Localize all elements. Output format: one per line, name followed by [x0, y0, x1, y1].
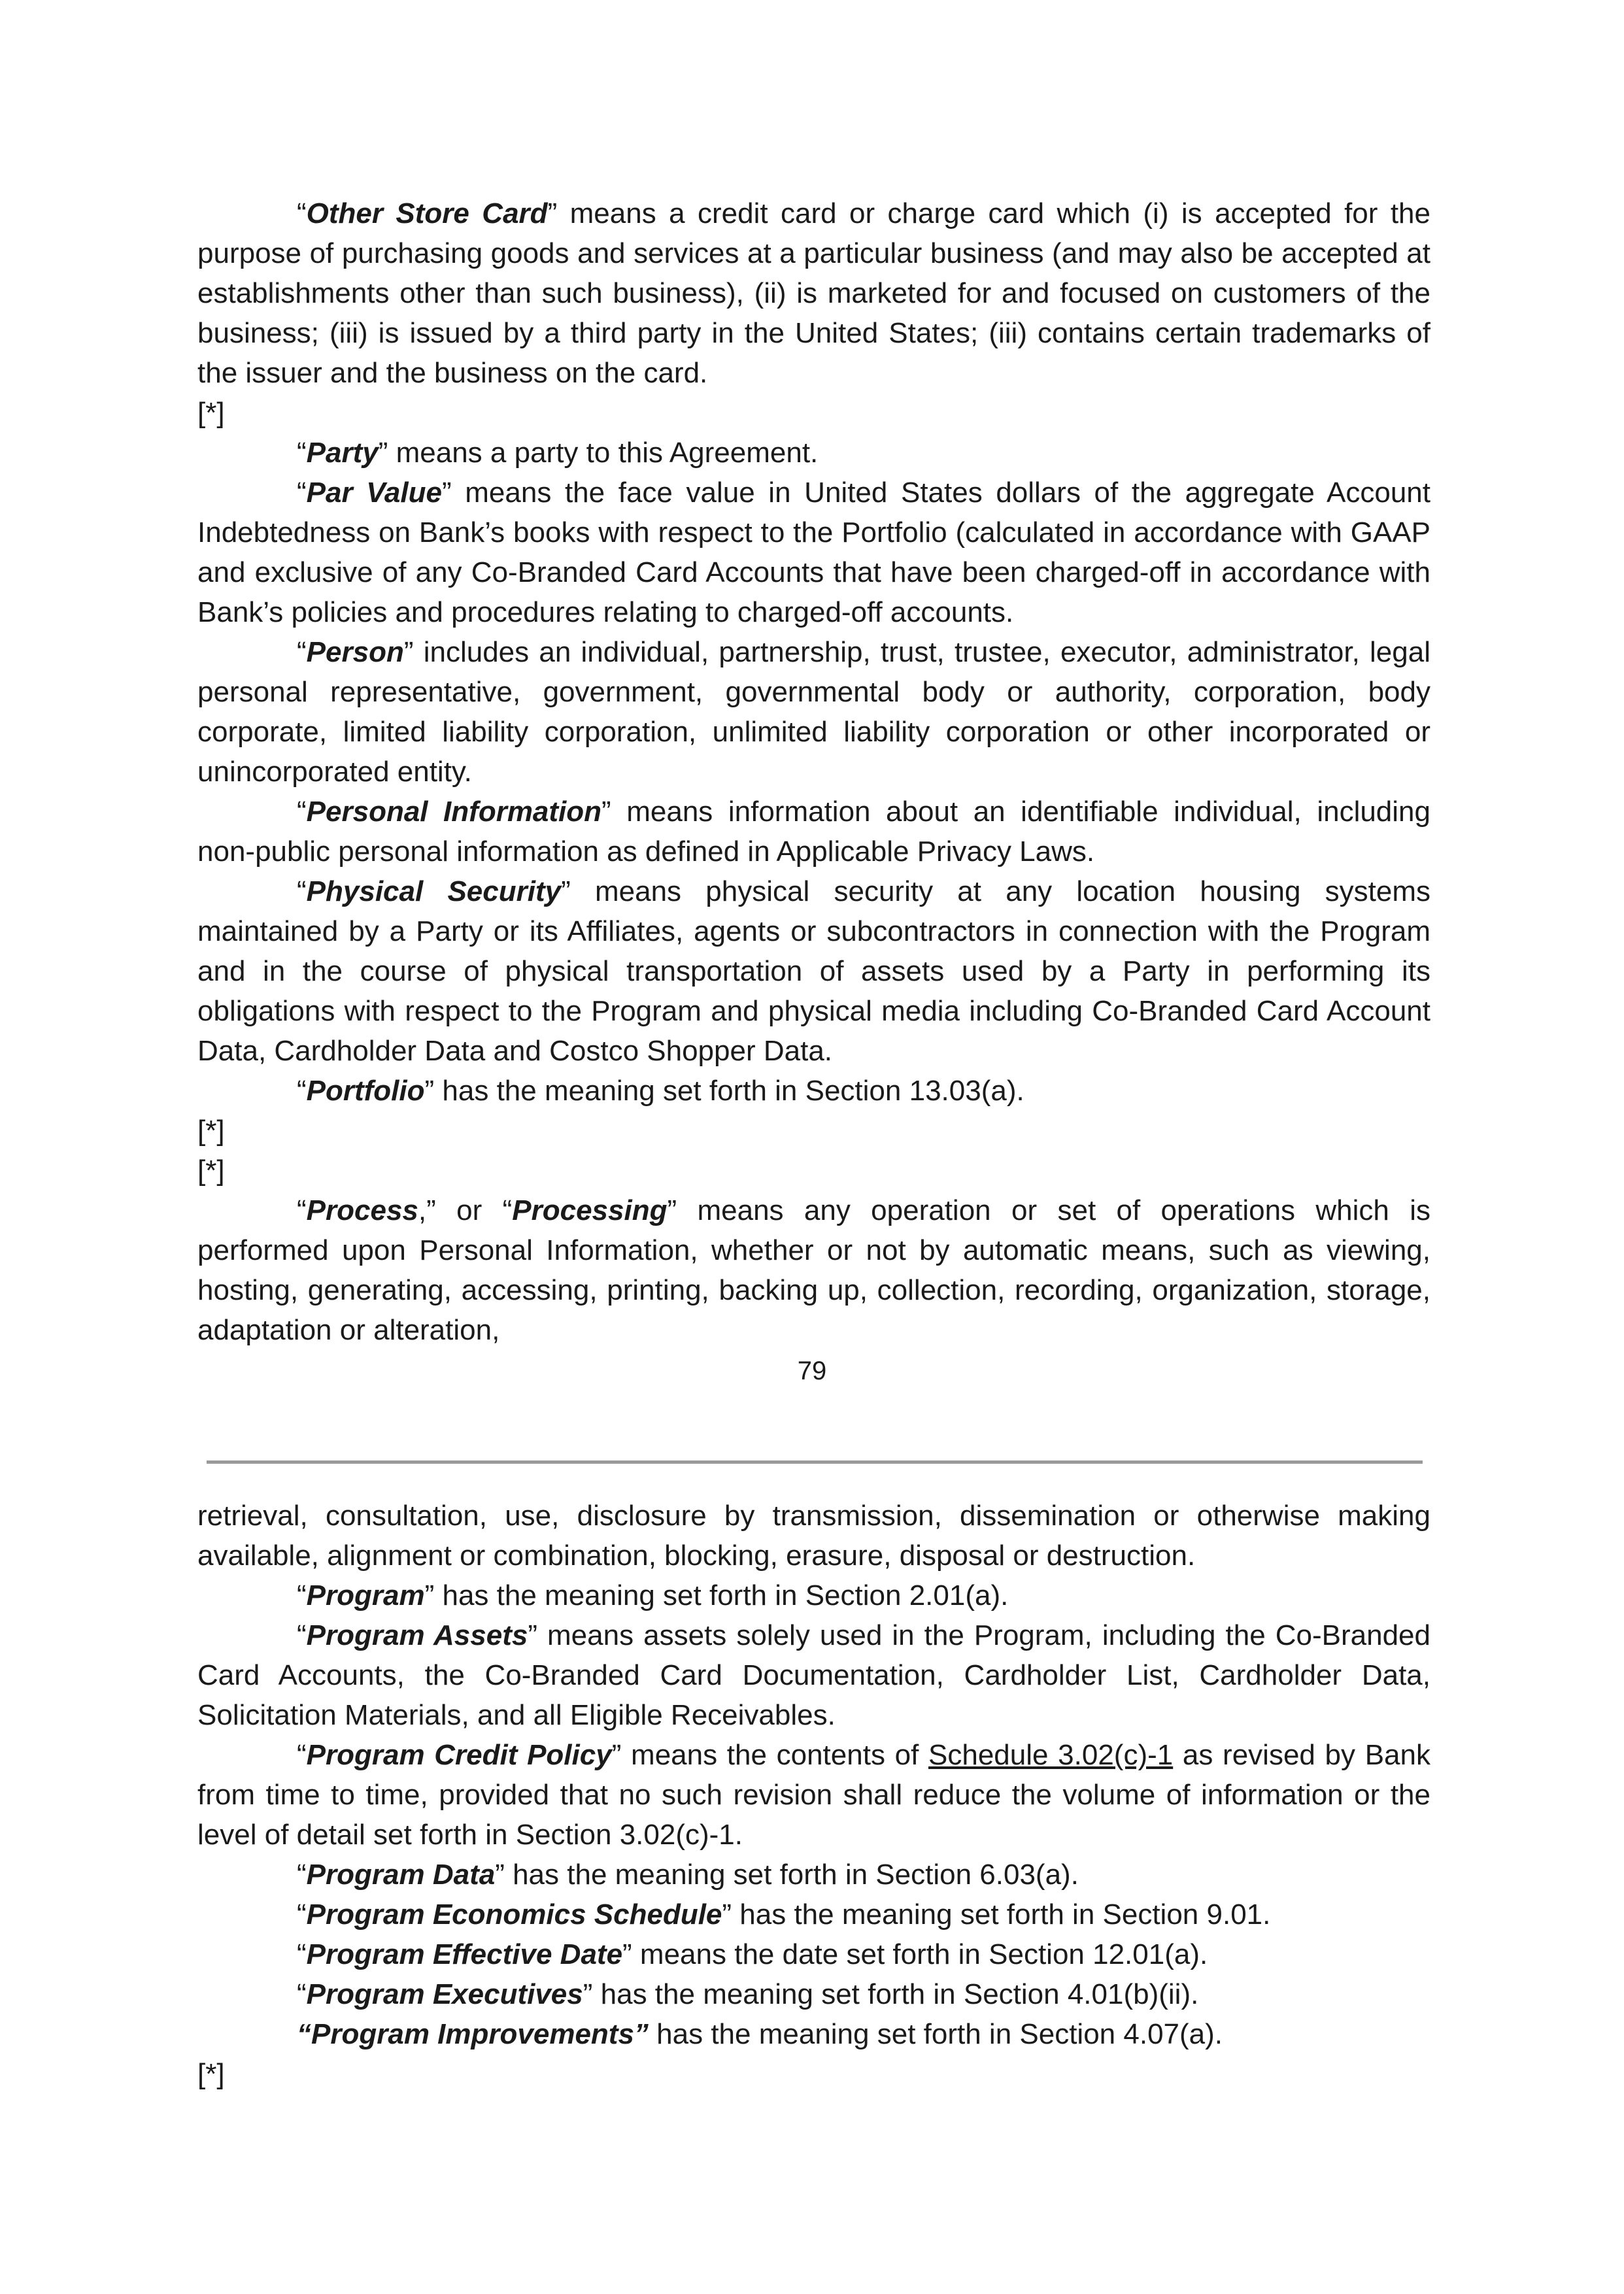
definition-process: “Process,” or “Processing” means any operation or set of operations which is performed upon Personal Information, whether or not by automatic means, such as viewing, hosting, generating, accessing, printing, backing up, collection, recording, organization, storage, adaptation or alteration, [197, 1194, 1430, 1346]
defined-term: Personal Information [306, 796, 602, 828]
definition-party: “Party” means a party to this Agreement. [297, 437, 819, 469]
process-definition-continuation: retrieval, consultation, use, disclosure by transmission, dissemination or otherwise making available, alignment or combination, blocking, erasure, disposal or destruction. [197, 1500, 1430, 1572]
definition-other-store-card: “Other Store Card” means a credit card or charge card which (i) is accepted for the purpose of purchasing goods and services at a particular business (and may also be accepted at establishments other than such business), (ii) is marketed for and focused on customers of the business; (iii) is issued by a third party in the United States; (iii) contains certain trademarks of the issuer and the business on the card. [197, 197, 1431, 389]
defined-term: Processing [512, 1194, 668, 1226]
redaction-marker: [*] [197, 1155, 225, 1187]
defined-term: Person [306, 636, 404, 668]
defined-term: Par Value [306, 477, 442, 509]
definition-program-credit-policy: “Program Credit Policy” means the contents of Schedule 3.02(c)-1 as revised by Bank from time to time, provided that no such revision shall reduce the volume of information or the level of detail set forth in Section 3.02(c)-1. [197, 1739, 1430, 1851]
definition-person: “Person” includes an individual, partnership, trust, trustee, executor, administrator, legal personal representative, government, governmental body or authority, corporation, body corporate, limited liability corporation, unlimited liability corporation or other incorporated or unincorporated entity. [197, 636, 1430, 788]
defined-term: Program Economics Schedule [306, 1898, 722, 1931]
defined-term: Program Effective Date [306, 1938, 623, 1970]
defined-term: Process [306, 1194, 418, 1226]
definition-program-assets: “Program Assets” means assets solely used in the Program, including the Co-Branded Card Accounts, the Co-Branded Card Documentation, Cardholder List, Cardholder Data, Solicitation Materials, and all Eligible Receivables. [197, 1619, 1430, 1731]
definition-portfolio: “Portfolio” has the meaning set forth in Section 13.03(a). [297, 1075, 1024, 1107]
redaction-marker: [*] [197, 397, 225, 429]
page-80-text [197, 1496, 1430, 2094]
defined-term: Party [306, 437, 379, 469]
redaction-marker: [*] [197, 2058, 225, 2090]
defined-term: Other Store Card [306, 197, 548, 229]
defined-term: Program [306, 1579, 425, 1611]
defined-term: Program Assets [306, 1619, 528, 1651]
defined-term: Program Data [306, 1859, 496, 1891]
definition-physical-security: “Physical Security” means physical security at any location housing systems maintained by a Party or its Affiliates, agents or subcontractors in connection with the Program and in the course of physical transportation of assets used by a Party in performing its obligations with respect to the Program and physical media including Co-Branded Card Account Data, Cardholder Data and Costco Shopper Data. [197, 875, 1430, 1067]
definition-program-effective-date: “Program Effective Date” means the date set forth in Section 12.01(a). [297, 1938, 1208, 1970]
defined-term: Physical Security [306, 875, 562, 907]
defined-term: Program Credit Policy [306, 1739, 612, 1771]
definition-program-data: “Program Data” has the meaning set forth in Section 6.03(a). [297, 1859, 1079, 1891]
definition-program-economics-schedule: “Program Economics Schedule” has the meaning set forth in Section 9.01. [297, 1898, 1271, 1931]
defined-term: “Program Improvements” [297, 2018, 649, 2050]
defined-term: Portfolio [306, 1075, 425, 1107]
page-break-divider [207, 1460, 1423, 1464]
definition-personal-information: “Personal Information” means information about an identifiable individual, including non-public personal information as defined in Applicable Privacy Laws. [197, 796, 1430, 868]
page-number: 79 [797, 1357, 827, 1385]
definition-program: “Program” has the meaning set forth in Section 2.01(a). [297, 1579, 1009, 1611]
schedule-reference-link[interactable]: Schedule 3.02(c)-1 [928, 1739, 1174, 1771]
definition-program-executives: “Program Executives” has the meaning set forth in Section 4.01(b)(ii). [297, 1978, 1199, 2010]
defined-term: Program Executives [306, 1978, 583, 2010]
definition-program-improvements: “Program Improvements” has the meaning set forth in Section 4.07(a). [297, 2018, 1223, 2050]
page-79-text [197, 194, 1430, 1350]
redaction-marker: [*] [197, 1115, 225, 1147]
definition-par-value: “Par Value” means the face value in United States dollars of the aggregate Account Indebtedness on Bank’s books with respect to the Portfolio (calculated in accordance with GAAP and exclusive of any Co-Branded Card Accounts that have been charged-off in accordance with Bank’s policies and procedures relating to charged-off accounts. [197, 477, 1430, 628]
